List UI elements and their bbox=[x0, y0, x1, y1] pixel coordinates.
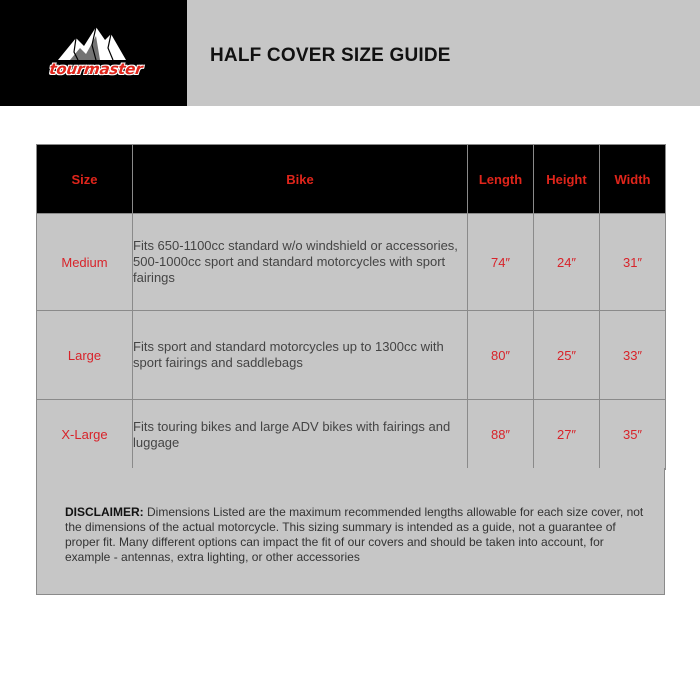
size-cell: X-Large bbox=[37, 400, 133, 470]
bike-description: Fits 650-1100cc standard w/o windshield or accessories, 500-1000cc sport and standard motorcycles with sport fairings bbox=[133, 214, 468, 311]
column-header-bike: Bike bbox=[133, 145, 468, 214]
brand-logo bbox=[0, 0, 187, 106]
height-cell: 25″ bbox=[534, 311, 600, 400]
disclaimer-label: DISCLAIMER: bbox=[65, 505, 144, 519]
table-row bbox=[37, 311, 666, 400]
size-cell: Medium bbox=[37, 214, 133, 311]
table-row bbox=[37, 214, 666, 311]
table-header-row bbox=[37, 145, 666, 214]
size-cell: Large bbox=[37, 311, 133, 400]
length-cell: 74″ bbox=[468, 214, 534, 311]
table-row bbox=[37, 400, 666, 470]
bike-description: Fits sport and standard motorcycles up to 1300cc with sport fairings and saddlebags bbox=[133, 311, 468, 400]
brand-wordmark: tourmaster bbox=[48, 60, 144, 78]
column-header-size: Size bbox=[37, 145, 133, 214]
header-bar bbox=[0, 0, 700, 106]
column-header-width: Width bbox=[600, 145, 666, 214]
width-cell: 33″ bbox=[600, 311, 666, 400]
height-cell: 24″ bbox=[534, 214, 600, 311]
length-cell: 80″ bbox=[468, 311, 534, 400]
disclaimer-body: Dimensions Listed are the maximum recommended lengths allowable for each size cover, not the dimensions of the actual motorcycle. This sizing summary is intended as a guide, not a guarantee of proper fit. Many different options can impact the fit of our covers and should be taken into account, for example - antennas, extra lighting, or other accessories bbox=[65, 505, 644, 564]
width-cell: 31″ bbox=[600, 214, 666, 311]
size-guide-table bbox=[36, 144, 666, 470]
mountain-logo-icon bbox=[0, 0, 187, 106]
disclaimer-paragraph bbox=[65, 505, 649, 565]
height-cell: 27″ bbox=[534, 400, 600, 470]
bike-description: Fits touring bikes and large ADV bikes with fairings and luggage bbox=[133, 400, 468, 470]
length-cell: 88″ bbox=[468, 400, 534, 470]
column-header-length: Length bbox=[468, 145, 534, 214]
width-cell: 35″ bbox=[600, 400, 666, 470]
page-title: HALF COVER SIZE GUIDE bbox=[210, 45, 451, 66]
column-header-height: Height bbox=[534, 145, 600, 214]
disclaimer-box bbox=[36, 468, 665, 595]
